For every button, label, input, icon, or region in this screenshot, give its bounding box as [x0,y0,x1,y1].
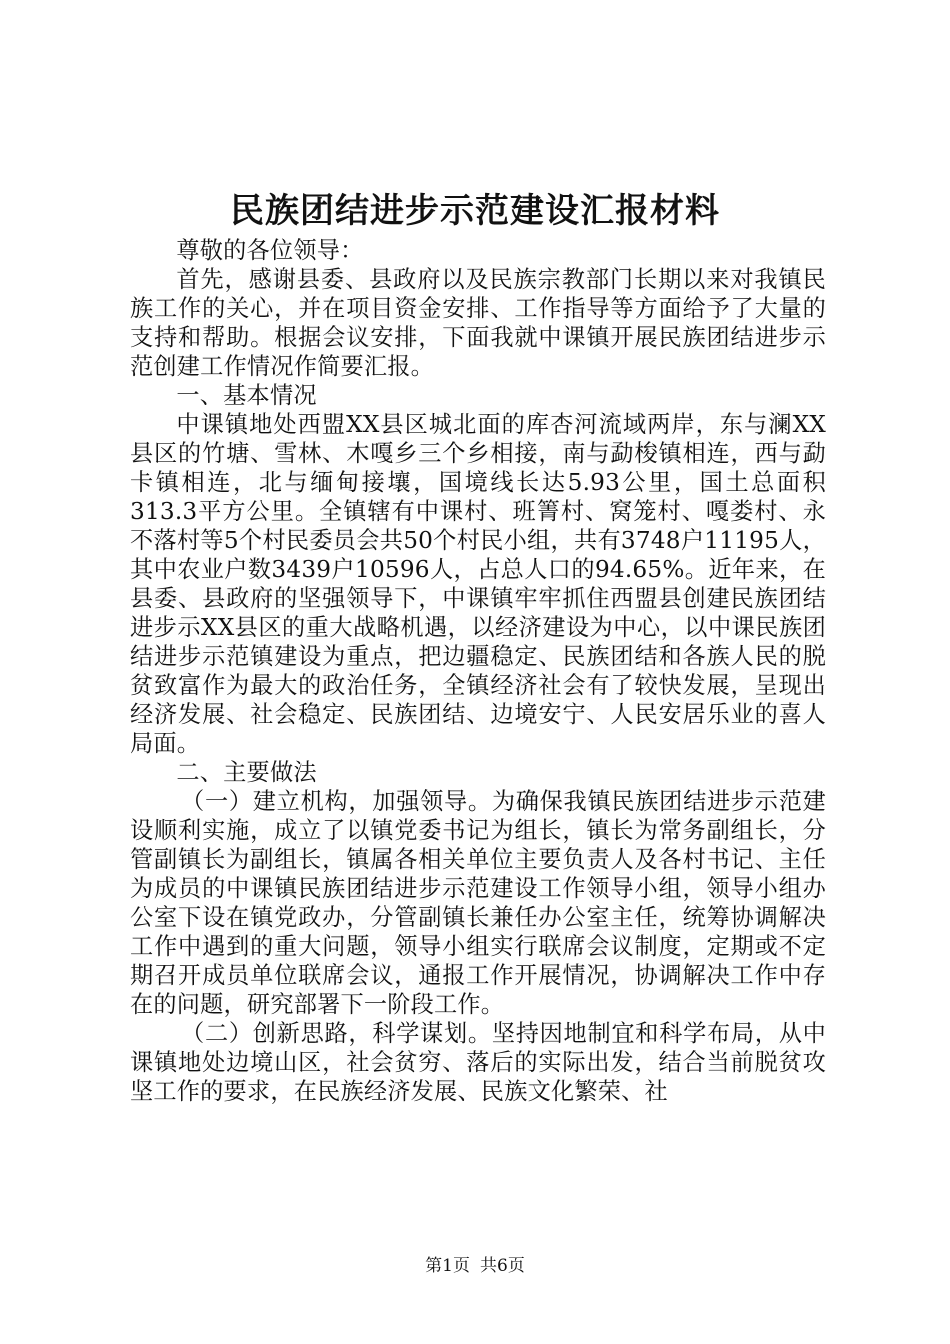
paragraph-measure-2: （二）创新思路，科学谋划。坚持因地制宜和科学布局，从中课镇地处边境山区，社会贫穷、落后的实际出发，结合当前脱贫攻坚工作的要求，在民族经济发展、民族文化繁荣、社 [130,1020,826,1105]
page-total: 共6页 [480,1256,525,1276]
page-number: 第1页 [425,1256,470,1276]
paragraph-basic-situation: 中课镇地处西盟XX县区城北面的库杏河流域两岸，东与澜XX县区的竹塘、雪林、木嘎乡三个乡相接，南与勐梭镇相连，西与勐卡镇相连，北与缅甸接壤，国境线长达5.93公里，国土总面积313.3平方公里。全镇辖有中课村、班箐村、窝笼村、嘎娄村、永不落村等5个村民委员会共50个村民小组，共有3748户11195人，其中农业户数3439户10596人，占总人口的94.65%。近年来，在县委、县政府的坚强领导下，中课镇牢牢抓住西盟县创建民族团结进步示XX县区的重大战略机遇，以经济建设为中心，以中课民族团结进步示范镇建设为重点，把边疆稳定、民族团结和各族人民的脱贫致富作为最大的政治任务，全镇经济社会有了较快发展，呈现出经济发展、社会稳定、民族团结、边境安宁、人民安居乐业的喜人局面。 [130,411,826,757]
page-footer [0,1255,950,1277]
salutation: 尊敬的各位领导： [176,237,364,264]
paragraph-measure-1: （一）建立机构，加强领导。为确保我镇民族团结进步示范建设顺利实施，成立了以镇党委书记为组长，镇长为常务副组长，分管副镇长为副组长，镇属各相关单位主要负责人及各村书记、主任为成员的中课镇民族团结进步示范建设工作领导小组，领导小组办公室下设在镇党政办，分管副镇长兼任办公室主任，统筹协调解决工作中遇到的重大问题，领导小组实行联席会议制度，定期或不定期召开成员单位联席会议，通报工作开展情况，协调解决工作中存在的问题，研究部署下一阶段工作。 [130,788,826,1018]
section-heading-basic: 一、基本情况 [176,382,317,409]
paragraph-intro: 首先，感谢县委、县政府以及民族宗教部门长期以来对我镇民族工作的关心，并在项目资金安排、工作指导等方面给予了大量的支持和帮助。根据会议安排，下面我就中课镇开展民族团结进步示范创建工作情况作简要汇报。 [130,266,826,380]
document-title: 民族团结进步示范建设汇报材料 [230,191,720,231]
section-heading-measures: 二、主要做法 [176,759,317,786]
document-body [130,236,826,1106]
